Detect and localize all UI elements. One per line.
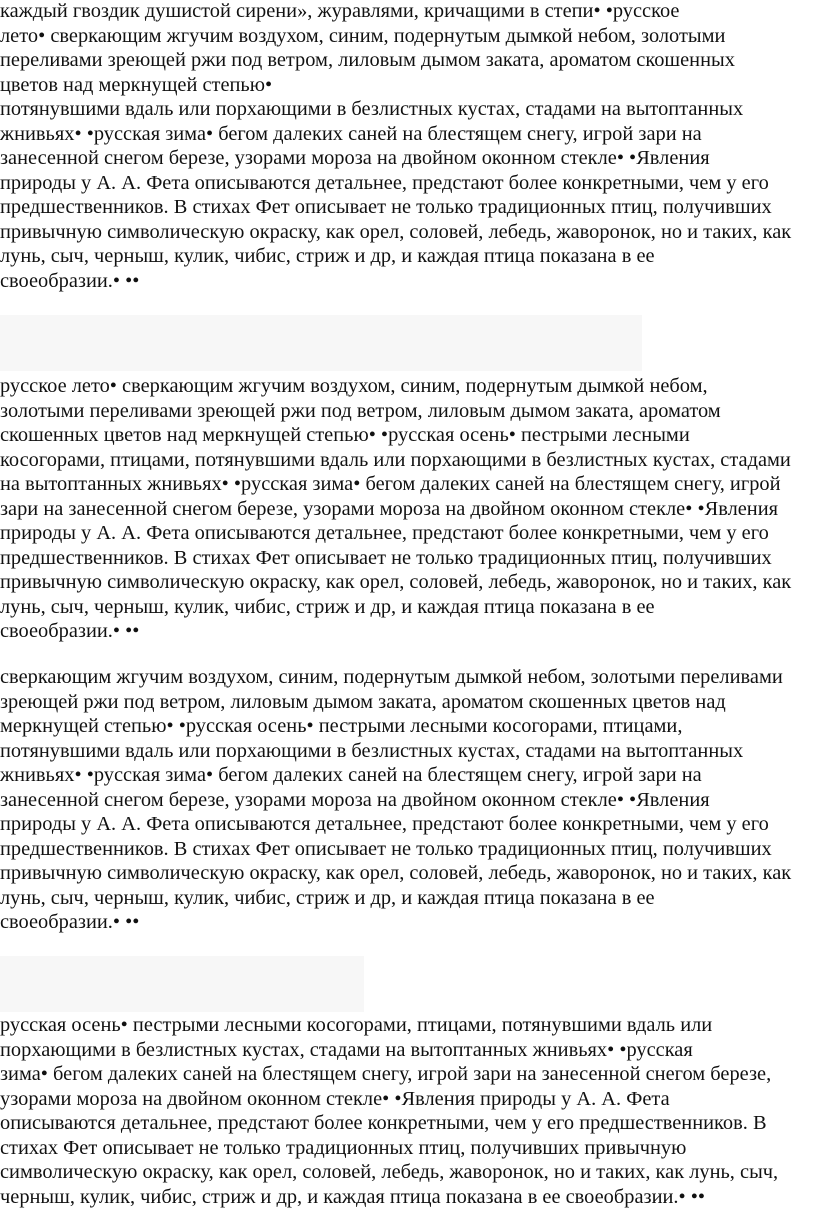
text-line: привычную символическую окраску, как орел, соловей, лебедь, жаворонок, но и таких, как <box>0 862 792 884</box>
text-line: занесенной снегом березе, узорами мороза на двойном оконном стекле• •Явления <box>0 788 710 811</box>
blank-spacer <box>0 956 364 1012</box>
text-line: скошенных цветов над меркнущей степью• •русская осень• пестрыми лесными <box>0 424 690 446</box>
paragraph-1 <box>0 0 816 293</box>
text-line: символическую окраску, как орел, соловей, лебедь, жаворонок, но и таких, как лунь, сыч, <box>0 1161 779 1183</box>
text-line: природы у А. А. Фета описываются детальнее, предстают более конкретными, чем у его <box>0 522 769 544</box>
text-line: своеобразии.• •• <box>0 269 140 292</box>
text-line: лунь, сыч, черныш, кулик, чибис, стриж и др, и каждая птица показана в ее <box>0 595 655 618</box>
paragraph-3 <box>0 665 816 935</box>
text-line: цветов над меркнущей степью• <box>0 73 273 96</box>
text-line: предшественников. В стихах Фет описывает не только традиционных птиц, получивших <box>0 196 772 218</box>
text-line: зари на занесенной снегом березе, узорами мороза на двойном оконном стекле• •Явления <box>0 497 779 520</box>
text-line: природы у А. А. Фета описываются детальнее, предстают более конкретными, чем у его <box>0 813 769 835</box>
text-line: лунь, сыч, черныш, кулик, чибис, стриж и др, и каждая птица показана в ее <box>0 245 655 267</box>
text-line: привычную символическую окраску, как орел, соловей, лебедь, жаворонок, но и таких, как <box>0 571 792 593</box>
paragraph-2 <box>0 374 816 644</box>
text-line: лето• сверкающим жгучим воздухом, синим, подернутым дымкой небом, золотыми <box>0 24 726 47</box>
text-line: меркнущей степью• •русская осень• пестрыми лесными косогорами, птицами, <box>0 715 683 737</box>
text-line: жнивьях• •русская зима• бегом далеких саней на блестящем снегу, игрой зари на <box>0 122 702 145</box>
text-line: описываются детальнее, предстают более конкретными, чем у его предшественников. В <box>0 1112 767 1134</box>
text-line: зима• бегом далеких саней на блестящем снегу, игрой зари на занесенной снегом березе, <box>0 1063 772 1085</box>
text-line: зреющей ржи под ветром, лиловым дымом заката, ароматом скошенных цветов над <box>0 690 726 713</box>
paragraph-4 <box>0 1013 816 1209</box>
text-line: жнивьях• •русская зима• бегом далеких саней на блестящем снегу, игрой зари на <box>0 764 702 786</box>
text-line: своеобразии.• •• <box>0 911 140 933</box>
text-line: каждый гвоздик душистой сирени», журавлями, кричащими в степи• •русское <box>0 0 680 22</box>
text-line: русское лето• сверкающим жгучим воздухом, синим, подернутым дымкой небом, <box>0 375 708 397</box>
text-line: потянувшими вдаль или порхающими в безлистных кустах, стадами на вытоптанных <box>0 98 744 120</box>
text-line: порхающими в безлистных кустах, стадами на вытоптанных жнивьях• •русская <box>0 1038 693 1061</box>
text-line: русская осень• пестрыми лесными косогорами, птицами, потянувшими вдаль или <box>0 1014 713 1036</box>
text-line: потянувшими вдаль или порхающими в безлистных кустах, стадами на вытоптанных <box>0 739 744 762</box>
text-line: стихах Фет описывает не только традиционных птиц, получивших привычную <box>0 1136 687 1159</box>
text-line: своеобразии.• •• <box>0 620 140 642</box>
text-line: переливами зреющей ржи под ветром, лиловым дымом заката, ароматом скошенных <box>0 49 735 71</box>
text-line: привычную символическую окраску, как орел, соловей, лебедь, жаворонок, но и таких, как <box>0 220 792 243</box>
text-line: золотыми переливами зреющей ржи под ветром, лиловым дымом заката, ароматом <box>0 399 721 422</box>
text-line: предшественников. В стихах Фет описывает не только традиционных птиц, получивших <box>0 546 772 569</box>
text-line: предшественников. В стихах Фет описывает не только традиционных птиц, получивших <box>0 837 772 860</box>
text-line: на вытоптанных жнивьях• •русская зима• бегом далеких саней на блестящем снегу, игрой <box>0 473 781 495</box>
text-line: узорами мороза на двойном оконном стекле• •Явления природы у А. А. Фета <box>0 1087 670 1110</box>
text-line: природы у А. А. Фета описываются детальнее, предстают более конкретными, чем у его <box>0 171 769 194</box>
blank-spacer <box>0 315 642 371</box>
text-line: лунь, сыч, черныш, кулик, чибис, стриж и др, и каждая птица показана в ее <box>0 886 655 909</box>
text-line: косогорами, птицами, потянувшими вдаль или порхающими в безлистных кустах, стадами <box>0 448 791 471</box>
text-line: занесенной снегом березе, узорами мороза на двойном оконном стекле• •Явления <box>0 147 710 169</box>
text-line: сверкающим жгучим воздухом, синим, подернутым дымкой небом, золотыми переливами <box>0 666 783 688</box>
text-line: черныш, кулик, чибис, стриж и др, и каждая птица показана в ее своеобразии.• •• <box>0 1185 706 1208</box>
